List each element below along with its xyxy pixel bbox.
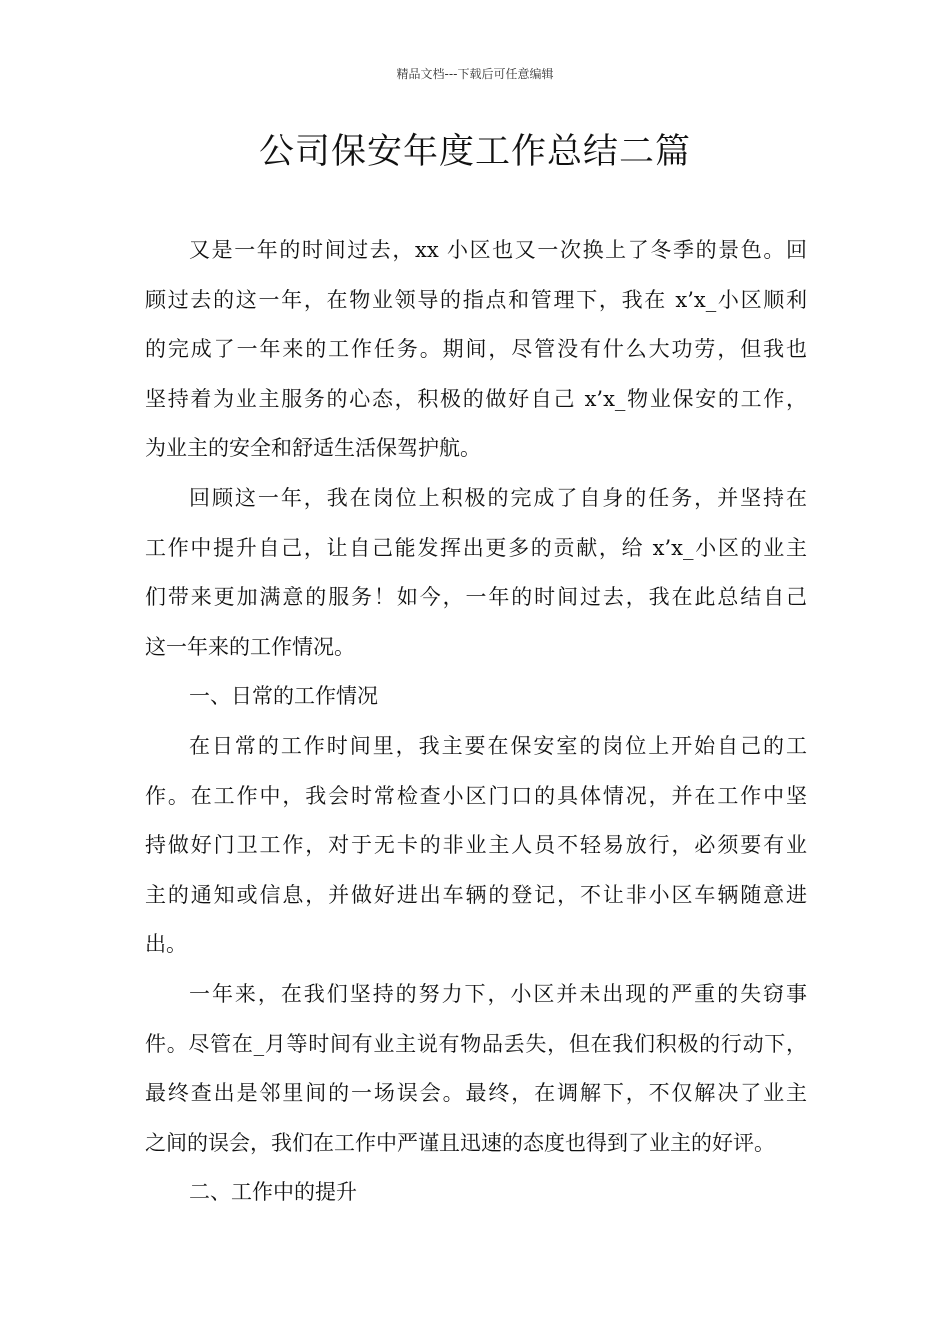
paragraph-line: 回顾这一年，我在岗位上积极的完成了自身的任务，并坚持在 — [189, 485, 807, 510]
paragraph-1 — [145, 226, 807, 474]
paragraph-2 — [145, 474, 807, 672]
header-note: 精品文档---下载后可任意编辑 — [396, 67, 554, 81]
paragraph-line: 之间的误会，我们在工作中严谨且迅速的态度也得到了业主的好评。 — [145, 1130, 775, 1155]
document-body — [145, 226, 807, 1218]
paragraph-line: 作。在工作中，我会时常检查小区门口的具体情况，并在工作中坚 — [145, 783, 807, 808]
section-heading-2: 二、工作中的提升 — [189, 1180, 357, 1205]
paragraph-4 — [145, 970, 807, 1168]
paragraph-line: 一年来，在我们坚持的努力下，小区并未出现的严重的失窃事 — [189, 981, 807, 1006]
section-heading-1: 一、日常的工作情况 — [189, 684, 378, 709]
paragraph-line: 们带来更加满意的服务！如今，一年的时间过去，我在此总结自己 — [145, 585, 807, 610]
paragraph-line: 件。尽管在_月等时间有业主说有物品丢失，但在我们积极的行动下， — [145, 1031, 807, 1056]
paragraph-line: 最终查出是邻里间的一场误会。最终，在调解下，不仅解决了业主 — [145, 1081, 807, 1106]
paragraph-line: 在日常的工作时间里，我主要在保安室的岗位上开始自己的工 — [189, 733, 807, 758]
paragraph-line: 为业主的安全和舒适生活保驾护航。 — [145, 436, 481, 461]
document-title: 公司保安年度工作总结二篇 — [258, 132, 691, 172]
paragraph-line: 出。 — [145, 932, 187, 957]
paragraph-3 — [145, 722, 807, 970]
paragraph-line: 又是一年的时间过去，xx 小区也又一次换上了冬季的景色。回 — [189, 238, 807, 262]
paragraph-line: 顾过去的这一年，在物业领导的指点和管理下，我在 x’x_小区顺利 — [145, 287, 807, 312]
paragraph-line: 工作中提升自己，让自己能发挥出更多的贡献，给 x’x_小区的业主 — [145, 535, 807, 560]
paragraph-line: 这一年来的工作情况。 — [145, 634, 355, 659]
paragraph-line: 持做好门卫工作，对于无卡的非业主人员不轻易放行，必须要有业 — [145, 833, 807, 858]
paragraph-line: 的完成了一年来的工作任务。期间，尽管没有什么大功劳，但我也 — [145, 337, 807, 362]
paragraph-line: 主的通知或信息，并做好进出车辆的登记，不让非小区车辆随意进 — [145, 882, 807, 907]
paragraph-line: 坚持着为业主服务的心态，积极的做好自己 x’x_物业保安的工作， — [145, 386, 807, 411]
